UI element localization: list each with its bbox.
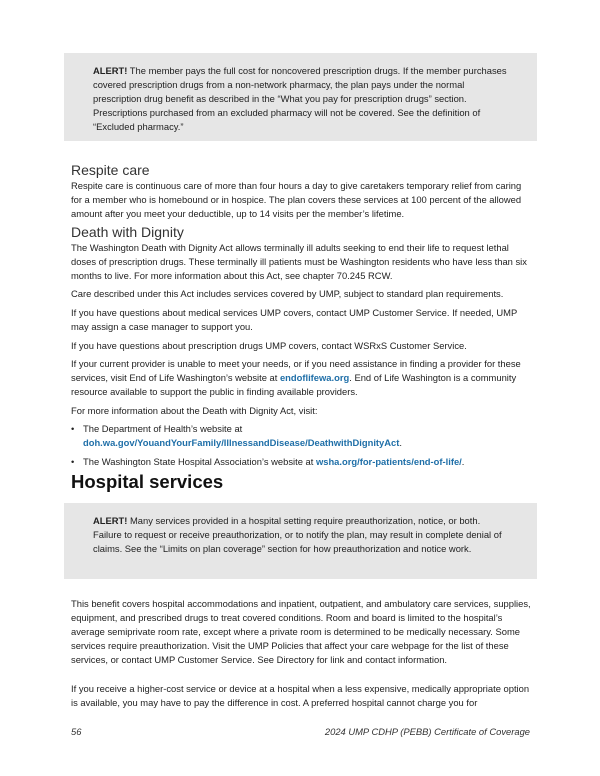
death-paragraph-1: The Washington Death with Dignity Act allows terminally ill adults seeking to end their life to request lethal doses of prescription drugs. These terminally ill patients must be Washington residents who have less than six months to live. For more information about this Act, see chapter 70.245 RCW. (71, 242, 527, 281)
bullet-icon: • (71, 456, 75, 467)
section-death-with-dignity (71, 224, 531, 283)
hospital-paragraph-1: This benefit covers hospital accommodations and inpatient, outpatient, and ambulatory care services, supplies, equipment, and prescribed drugs to treat covered conditions. Room and board is limited to the hospital’s average semiprivate room rate, except where a private room is determined to be medically necessary. Some services require preauthorization. Visit the UMP Policies that affect your care webpage for the list of these services, or contact UMP Customer Service. See Directory for link and contact information. (71, 598, 531, 665)
hospital-paragraph-2: If you receive a higher-cost service or device at a hospital when a less expensive, medically appropriate option is available, you may have to pay the difference in cost. A preferred hospital cannot charge you for (71, 683, 530, 708)
alert-box-hospital (64, 503, 537, 579)
death-paragraph-2: Care described under this Act includes services covered by UMP, subject to standard plan requirements. (71, 288, 504, 299)
death-paragraph-5: If your current provider is unable to meet your needs, or if you need assistance in finding a provider for these services, visit End of Life Washington’s website at endoflifewa.org. End of Life Washington is a community resource available to support the public in finding available providers. (71, 358, 521, 397)
section-respite-care (71, 162, 531, 221)
list-item: • The Washington State Hospital Association’s website at wsha.org/for-patients/end-of-life/. (71, 456, 465, 467)
death-paragraph-6: For more information about the Death with Dignity Act, visit: (71, 405, 318, 416)
doh-link[interactable]: doh.wa.gov/YouandYourFamily/IllnessandDisease/DeathwithDignityAct (83, 437, 400, 448)
bullet-icon: • (71, 423, 75, 434)
alert-label: ALERT! (93, 515, 128, 526)
respite-body: Respite care is continuous care of more than four hours a day to give caretakers temporary relief from caring for a member who is homebound or in hospice. The plan covers these services at 100 percent of the allowed amount after you meet your deductible, up to 14 visits per the member’s lifetime. (71, 180, 522, 219)
page-number: 56 (71, 726, 82, 737)
death-paragraph-3: If you have questions about medical services UMP covers, contact UMP Customer Service. If needed, UMP may assign a case manager to support you. (71, 307, 518, 332)
alert-box-prescription (64, 53, 537, 141)
alert-text: Many services provided in a hospital setting require preauthorization, notice, or both. Failure to request or receive preauthorization, or to notify the plan, may result in complete denial of claims. See the “Limits on plan coverage” section for how preauthorization and notice work. (93, 515, 502, 554)
death-paragraph-4: If you have questions about prescription drugs UMP covers, contact WSRxS Customer Service. (71, 340, 467, 351)
wsha-link[interactable]: wsha.org/for-patients/end-of-life/ (315, 456, 462, 467)
endoflifewa-link[interactable]: endoflifewa.org (279, 372, 350, 383)
alert-text: The member pays the full cost for noncovered prescription drugs. If the member purchases covered prescription drugs from a non-network pharmacy, the plan pays under the normal prescription drug benefit as described in the “What you pay for prescription drugs” section. Prescriptions purchased from an excluded pharmacy will not be covered. See the definition of “Excluded pharmacy.” (93, 65, 507, 132)
alert-label: ALERT! (93, 65, 128, 76)
hospital-heading: Hospital services (71, 471, 224, 492)
death-heading: Death with Dignity (71, 224, 184, 240)
resource-list (71, 422, 531, 469)
document-title: 2024 UMP CDHP (PEBB) Certificate of Coverage (324, 726, 530, 737)
respite-heading: Respite care (71, 162, 150, 178)
list-item: • The Department of Health’s website at doh.wa.gov/YouandYourFamily/IllnessandDisease/DeathwithDignityAct. (71, 423, 402, 448)
